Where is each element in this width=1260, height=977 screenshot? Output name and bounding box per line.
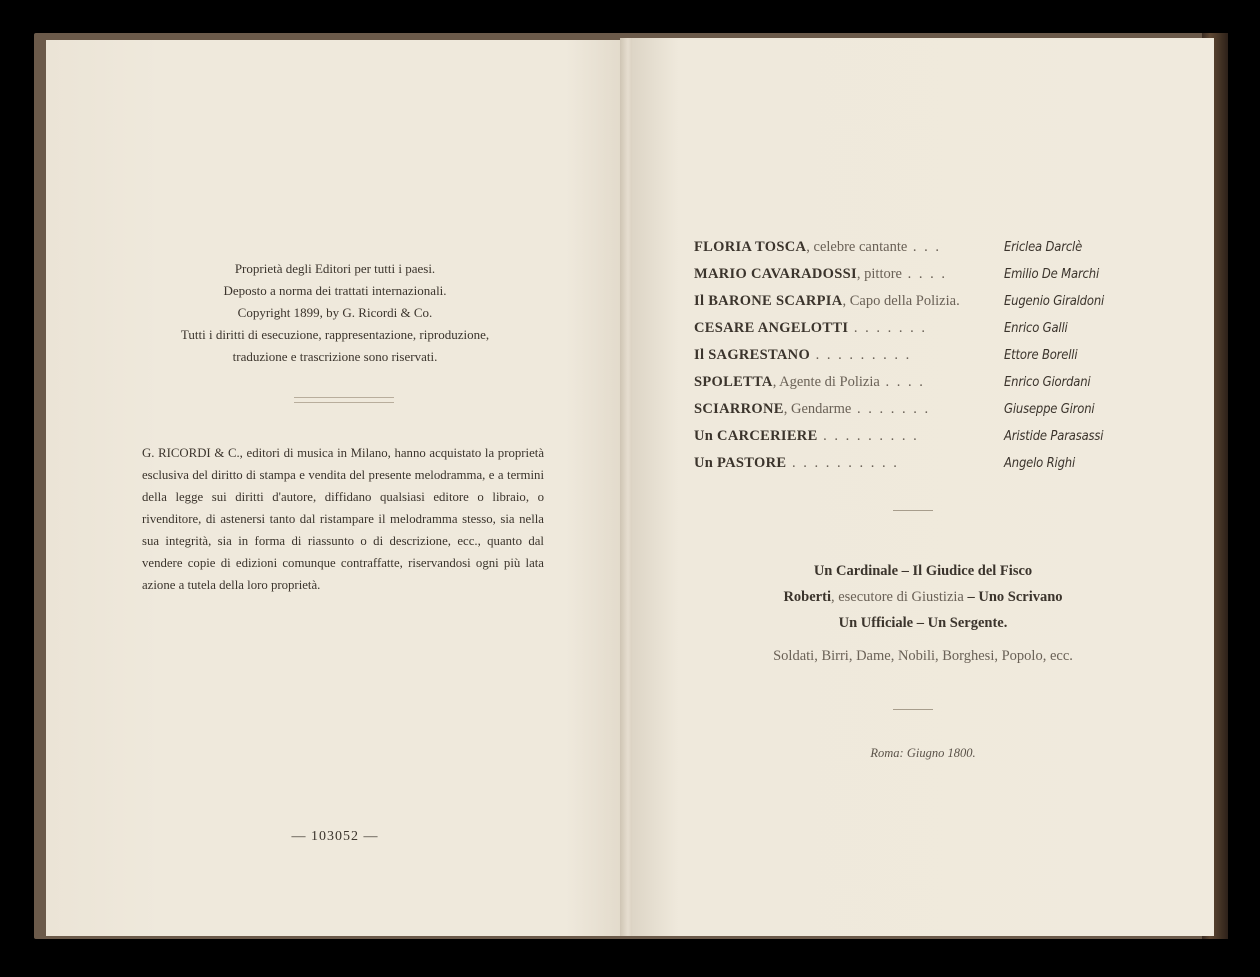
singer-name: Ericlea Darclè: [1004, 239, 1083, 255]
singer-name: Eugenio Giraldoni: [1004, 293, 1105, 309]
setting-line: Roma: Giugno 1800.: [870, 746, 976, 760]
leader-dots: . . . . . . .: [851, 401, 931, 417]
cast-row: [694, 450, 1134, 477]
cast-row: [694, 261, 1134, 288]
short-rule: [893, 510, 933, 511]
role-description: , Agente di Polizia: [772, 374, 880, 390]
role-name: Un PASTORE: [694, 455, 787, 471]
leader-dots: . . . . . . . . . .: [786, 455, 899, 471]
short-rule: [893, 709, 933, 710]
singer-name: Aristide Parasassi: [1004, 428, 1104, 444]
cast-row: [694, 315, 1134, 342]
role-name: Il BARONE SCARPIA: [694, 293, 843, 309]
leader-dots: . . . .: [902, 266, 947, 282]
singer-name: Enrico Giordani: [1004, 374, 1091, 390]
rights-line: Proprietà degli Editori per tutti i paesi.: [234, 261, 436, 276]
leader-dots: .: [956, 293, 962, 309]
role-description: , Capo della Polizia: [842, 293, 957, 309]
leader-dots: . . . .: [879, 374, 925, 390]
leader-dots: . . .: [907, 239, 942, 255]
chorus-line: Soldati, Birri, Dame, Nobili, Borghesi, Popolo, ecc.: [773, 648, 1073, 664]
role-name: MARIO CAVARADOSSI: [694, 266, 857, 282]
rights-block: [46, 258, 624, 368]
minor-role-name: – Uno Scrivano: [963, 589, 1063, 605]
role-description: , pittore: [856, 266, 902, 282]
minor-roles-line: [632, 584, 1214, 610]
role-name: FLORIA TOSCA: [694, 239, 807, 255]
role-name: Il SAGRESTANO: [694, 347, 811, 363]
leader-dots: . . . . . . . . .: [817, 428, 919, 444]
singer-name: Angelo Righi: [1004, 455, 1076, 471]
minor-roles-line: Un Ufficiale – Un Sergente.: [838, 615, 1008, 631]
minor-roles: [632, 558, 1214, 636]
cast-row: [694, 234, 1134, 261]
minor-role-name: Roberti: [783, 589, 831, 605]
singer-name: Emilio De Marchi: [1004, 266, 1100, 282]
cast-row: [694, 369, 1134, 396]
leader-dots: . . . . . . .: [848, 320, 928, 336]
singer-name: Giuseppe Gironi: [1004, 401, 1095, 417]
right-page: [632, 38, 1214, 936]
publisher-notice: G. RICORDI & C., editori di musica in Milano, hanno acquistato la proprietà esclusiva del diritto di stampa e vendita del presente melodramma, e a termini della legge sui diritti d'autore, diffidano qualsiasi editore o libraio, o rivenditore, di astenersi tanto dal ristampare il melodramma stesso, sia nella sua integrità, sia in forma di riassunto o di descrizione, ecc., quanto dal vendere copie di edizioni comunque contraffatte, riservandosi ogni più lata azione a tutela della loro proprietà.: [142, 446, 544, 592]
role-description: , Gendarme: [783, 401, 852, 417]
role-name: SCIARRONE: [694, 401, 784, 417]
role-name: Un CARCERIERE: [694, 428, 818, 444]
minor-role-description: , esecutore di Giustizia: [830, 589, 964, 605]
double-rule-divider: [294, 397, 394, 403]
role-name: SPOLETTA: [694, 374, 773, 390]
role-name: CESARE ANGELOTTI: [694, 320, 849, 336]
rights-line: Tutti i diritti di esecuzione, rappresentazione, riproduzione,: [180, 327, 490, 342]
cast-row: [694, 342, 1134, 369]
left-page: [46, 40, 624, 936]
cast-row: [694, 396, 1134, 423]
rights-line: Deposto a norma dei trattati internazionali.: [223, 283, 447, 298]
cast-row: [694, 423, 1134, 450]
leader-dots: . . . . . . . . .: [810, 347, 912, 363]
minor-roles-line: Un Cardinale – Il Giudice del Fisco: [813, 563, 1033, 579]
rights-line: Copyright 1899, by G. Ricordi & Co.: [237, 305, 433, 320]
cast-row: [694, 288, 1134, 315]
cast-list: [694, 234, 1134, 477]
singer-name: Enrico Galli: [1004, 320, 1068, 336]
rights-line: traduzione e trascrizione sono riservati.: [232, 349, 438, 364]
singer-name: Ettore Borelli: [1004, 347, 1078, 363]
page-number: — 103052 —: [291, 829, 379, 844]
role-description: , celebre cantante: [806, 239, 908, 255]
